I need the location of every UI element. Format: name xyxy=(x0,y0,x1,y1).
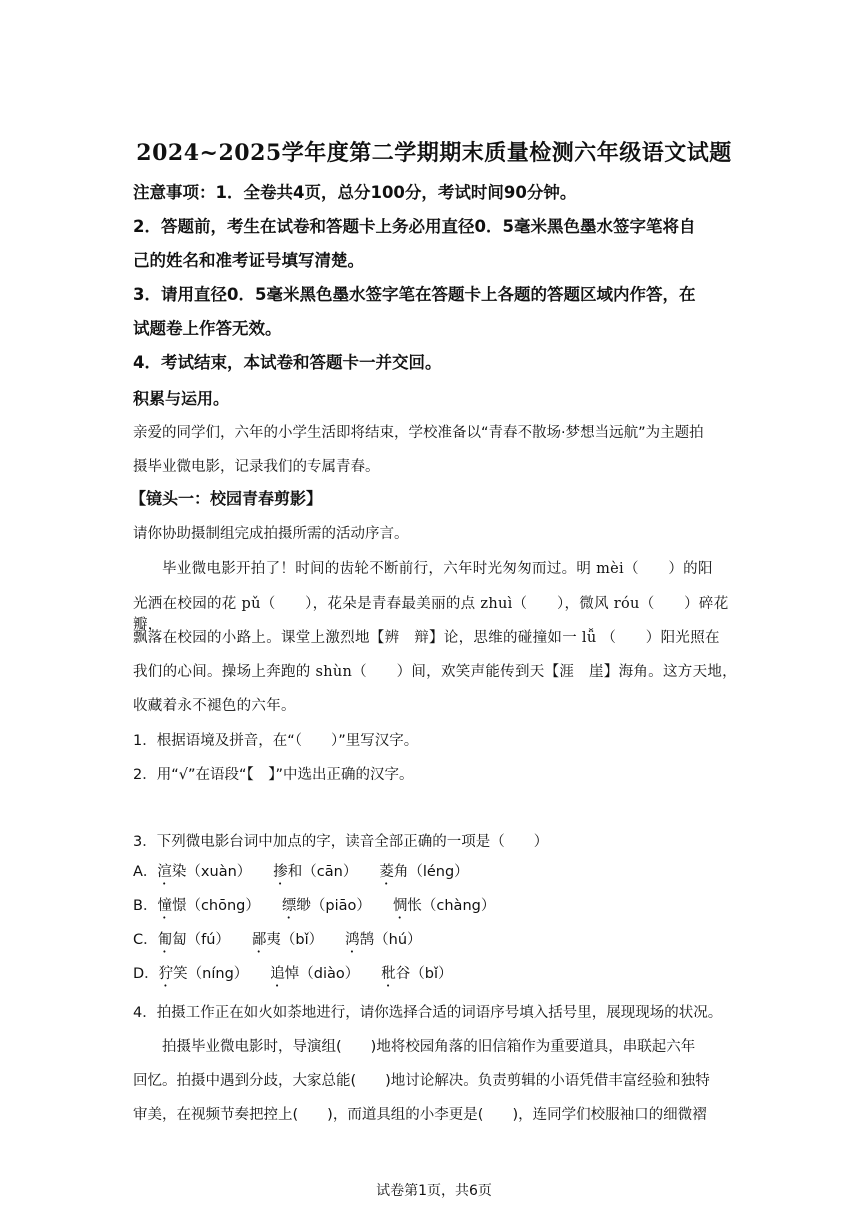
question-2: 2．用“√”在语段“【 】”中选出正确的汉字。 xyxy=(133,767,414,783)
scene1-paragraph-line-5: 收藏着永不褪色的六年。 xyxy=(133,698,296,714)
intro-line-1: 亲爱的同学们，六年的小学生活即将结束，学校准备以“青春不散场·梦想当远航”为主题拍 xyxy=(133,425,704,441)
scene1-instruction: 请你协助摄制组完成拍摄所需的活动序言。 xyxy=(133,526,409,542)
notice-line-1: 注意事项：1．全卷共4页，总分100分，考试时间90分钟。 xyxy=(133,183,577,202)
question-3-option-d: D．狞笑（níng） 追悼（diào） 秕谷（bǐ） xyxy=(133,966,453,982)
scene1-paragraph-line-4: 我们的心间。操场上奔跑的 shùn（ ）间，欢笑声能传到天【涯 崖】海角。这方天地， xyxy=(133,664,737,680)
question-4-stem: 4．拍摄工作正在如火如荼地进行，请你选择合适的词语序号填入括号里，展现现场的状况。 xyxy=(133,1005,723,1021)
question-1: 1．根据语境及拼音，在“（ ）”里写汉字。 xyxy=(133,733,419,749)
intro-line-2: 摄毕业微电影，记录我们的专属青春。 xyxy=(133,459,380,475)
notice-line-3: 己的姓名和准考证号填写清楚。 xyxy=(133,251,364,270)
question-3-stem: 3．下列微电影台词中加点的字，读音全部正确的一项是（ ） xyxy=(133,834,549,850)
notice-line-5: 试题卷上作答无效。 xyxy=(133,319,282,338)
question-3-option-a: A．渲染（xuàn） 掺和（cān） 菱角（léng） xyxy=(133,864,469,880)
question-4-paragraph-line-1: 拍摄毕业微电影时，导演组( )地将校园角落的旧信箱作为重要道具，串联起六年 xyxy=(162,1039,696,1055)
question-3-option-b: B．憧憬（chōng） 缥缈（piāo） 惆怅（chàng） xyxy=(133,898,496,914)
scene1-paragraph-line-3: 飘落在校园的小路上。课堂上激烈地【辨 辩】论，思维的碰撞如一 lǚ （ ）阳光照在 xyxy=(133,630,720,646)
page-footer: 试卷第1页，共6页 xyxy=(376,1183,492,1199)
section-title: 积累与运用。 xyxy=(133,389,230,408)
question-4-paragraph-line-2: 回忆。拍摄中遇到分歧，大家总能( )地讨论解决。负责剪辑的小语凭借丰富经验和独特 xyxy=(133,1073,710,1089)
notice-line-6: 4．考试结束，本试卷和答题卡一并交回。 xyxy=(133,353,442,372)
page-title: 2024~2025学年度第二学期期末质量检测六年级语文试题 xyxy=(136,140,732,166)
question-4-paragraph-line-3: 审美，在视频节奏把控上( )，而道具组的小李更是( )，连同学们校服袖口的细微褶 xyxy=(133,1107,707,1123)
notice-line-2: 2．答题前，考生在试卷和答题卡上务必用直径0．5毫米黑色墨水签字笔将自 xyxy=(133,217,696,236)
scene1-paragraph-line-2: 光洒在校园的花 pǔ（ ），花朵是青春最美丽的点 zhuì（ ），微风 róu（ ）碎花瓣， xyxy=(133,596,729,633)
scene1-paragraph-line-1: 毕业微电影开拍了！时间的齿轮不断前行，六年时光匆匆而过。明 mèi（ ）的阳 xyxy=(162,561,713,577)
notice-line-4: 3．请用直径0．5毫米黑色墨水签字笔在答题卡上各题的答题区域内作答，在 xyxy=(133,285,696,304)
scene1-heading: 【镜头一：校园青春剪影】 xyxy=(130,489,323,508)
question-3-option-c: C．匍匐（fú） 鄙夷（bǐ） 鸿鹄（hú） xyxy=(133,932,422,948)
